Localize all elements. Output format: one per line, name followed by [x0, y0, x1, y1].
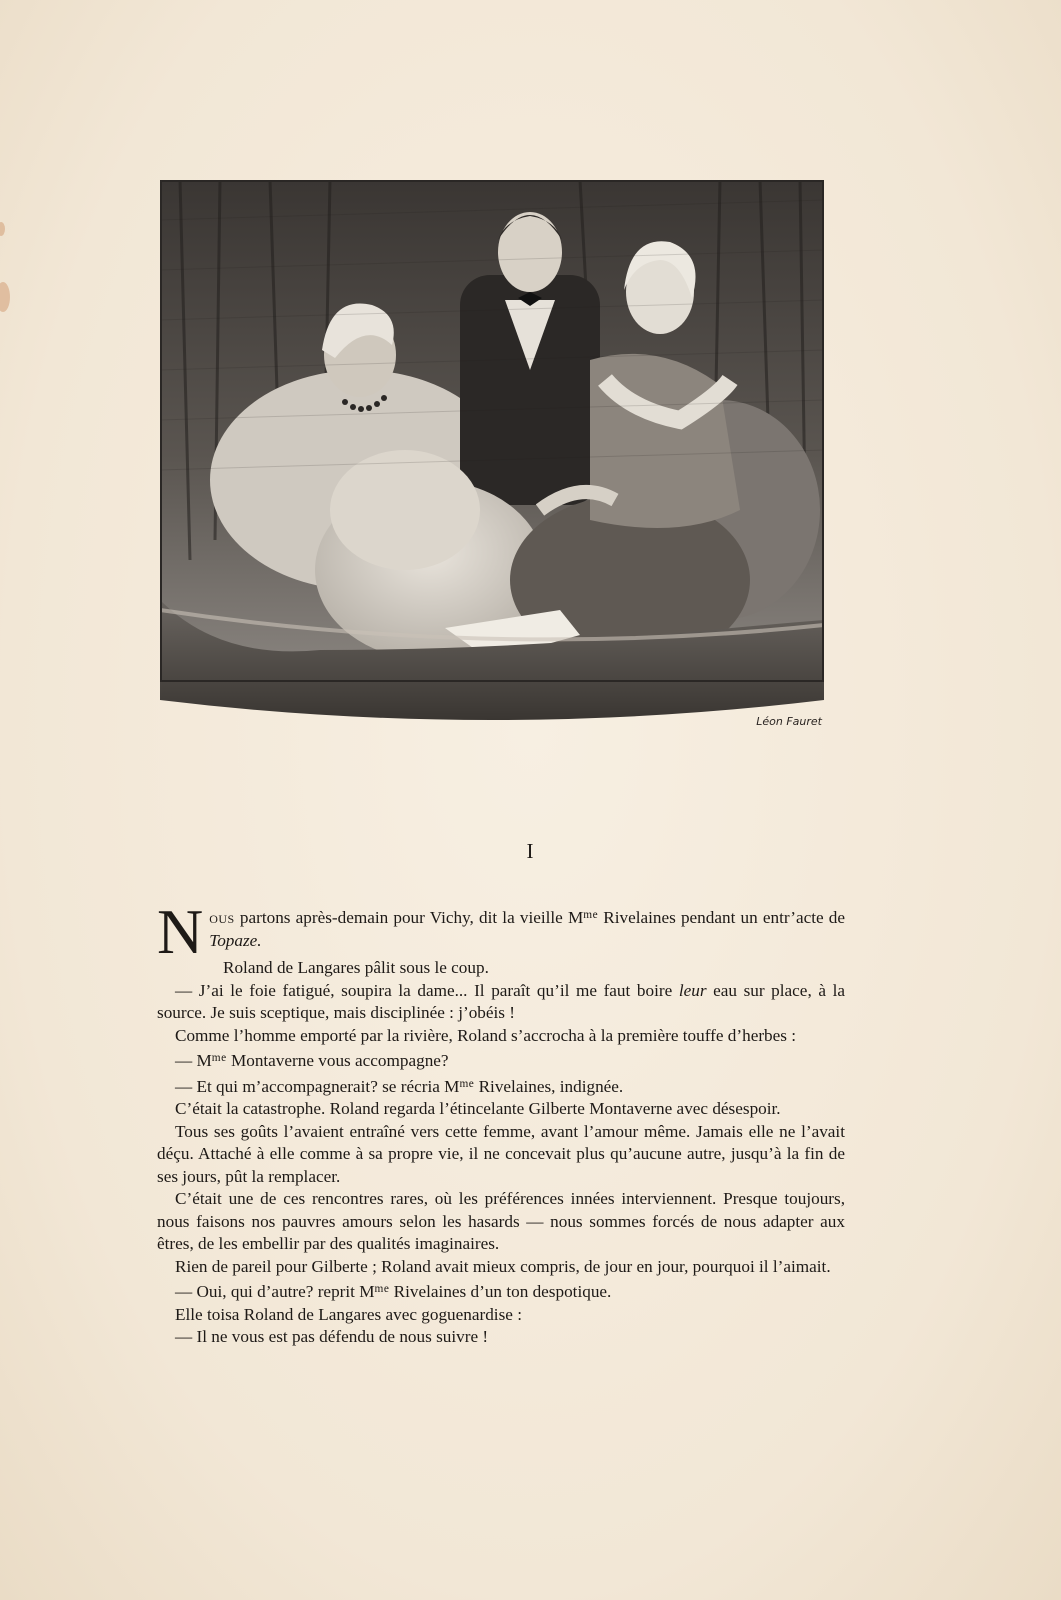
paragraph: — Il ne vous est pas défendu de nous suivre ! — [175, 1327, 489, 1347]
chapter-number: I — [526, 839, 535, 863]
paragraph: C’était la catastrophe. Roland regarda l’étincelante Gilberte Montaverne avec désespoir. — [175, 1099, 781, 1119]
chapter-text — [157, 896, 845, 1349]
paragraph: — Oui, qui d’autre? reprit $M^{me}$ Rivelaines d’un ton despotique. — [175, 1282, 612, 1302]
paragraph: — J’ai le foie fatigué, soupira la dame... Il paraît qu’il me faut boire leur eau sur place, à la source. Je suis sceptique, mais disciplinée : j’obéis ! — [157, 980, 845, 1022]
artist-signature: Léon Fauret — [756, 715, 822, 728]
foxing-stain — [0, 222, 5, 236]
foxing-stain — [0, 282, 10, 312]
paragraph: C’était une de ces rencontres rares, où les préférences innées interviennent. Presque toujours, nous faisons nos pauvres amours selon les hasards — nous sommes forcés de nous adapter aux êtres, de les embellir par des qualités imaginaires. — [157, 1189, 845, 1254]
paragraph: Comme l’homme emporté par la rivière, Roland s’accrocha à la première touffe d’herbes : — [175, 1025, 797, 1045]
paragraph: Roland de Langares pâlit sous le coup. — [223, 958, 489, 977]
opera-box-illustration — [160, 180, 824, 728]
illustration — [160, 180, 824, 728]
drop-cap: N — [157, 896, 204, 967]
paragraph: Elle toisa Roland de Langares avec goguenardise : — [175, 1304, 522, 1324]
paragraph: — Et qui m’accompagnerait? se récria $M^{me}$ Rivelaines, indignée. — [175, 1076, 624, 1096]
paragraph: Tous ses goûts l’avaient entraîné vers cette femme, avant l’amour même. Jamais elle ne l’avait déçu. Attaché à elle comme à sa propre vie, il ne concevait plus qu’aucune autre, jusqu’à la fin de ses jours, pût la remplacer. — [157, 1121, 845, 1186]
paragraph: Rien de pareil pour Gilberte ; Roland avait mieux compris, de jour en jour, pourquoi il l’aimait. — [175, 1256, 831, 1276]
paragraph: Nous partons après-demain pour Vichy, dit la vieille $M^{me}$ Rivelaines pendant un entr’acte de Topaze. — [157, 896, 845, 967]
paragraph: — $M^{me}$ Montaverne vous accompagne? — [175, 1051, 449, 1071]
